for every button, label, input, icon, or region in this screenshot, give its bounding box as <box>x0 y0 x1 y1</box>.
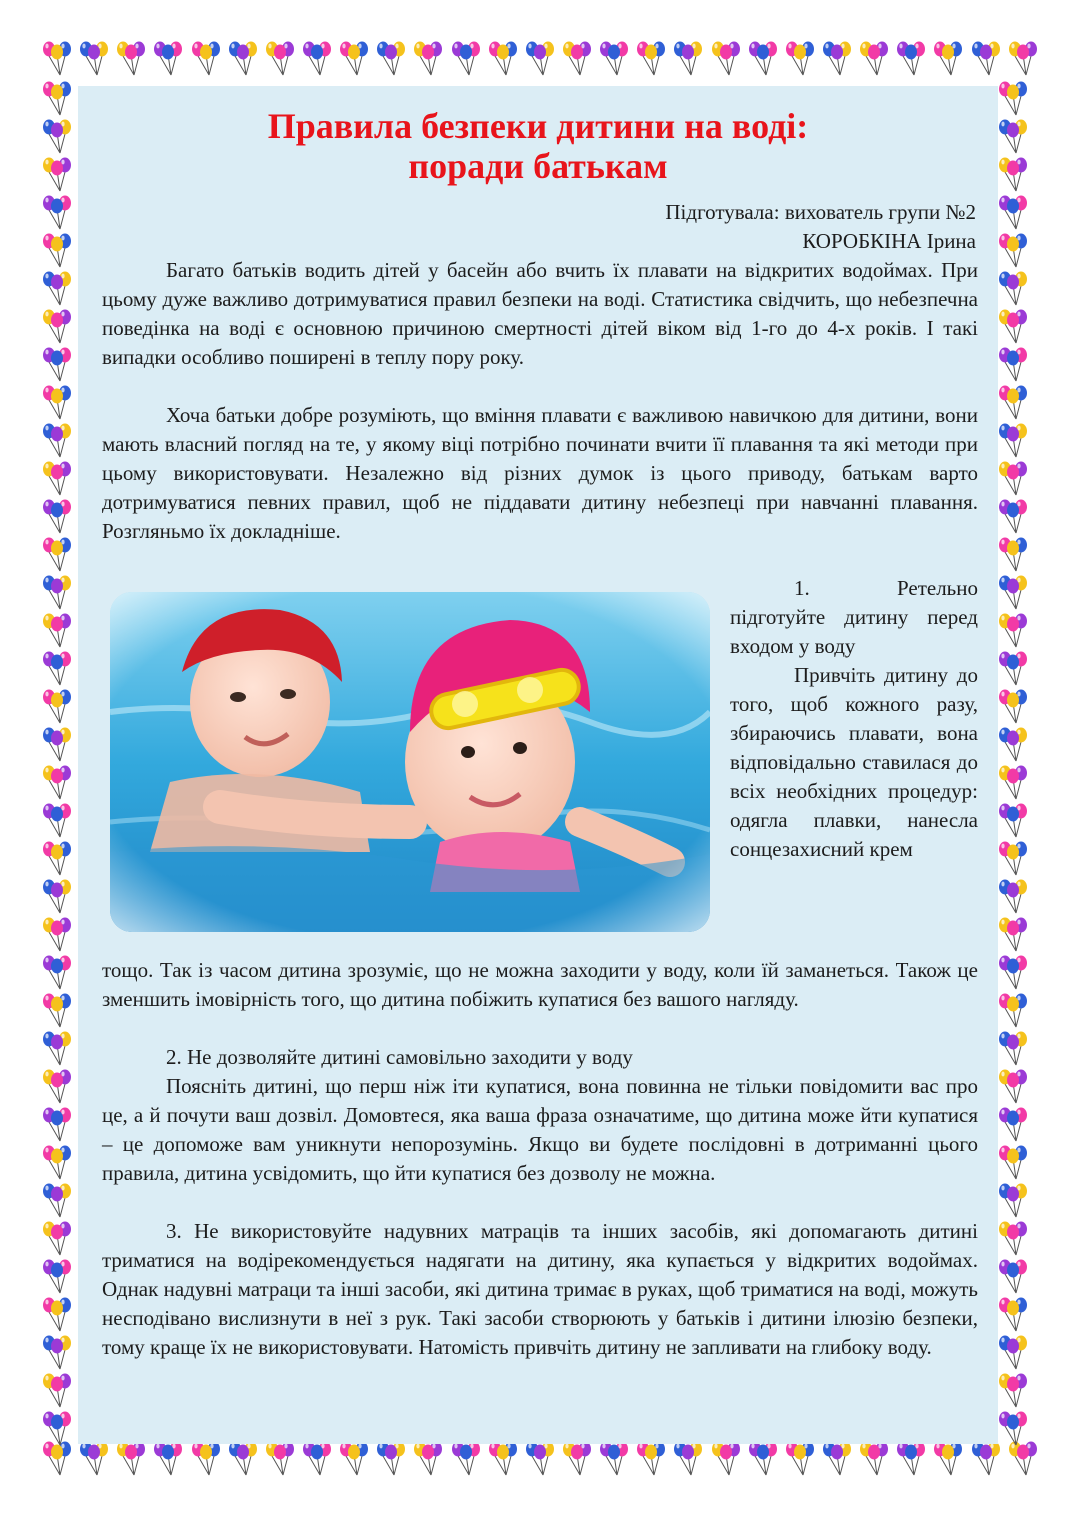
balloon-bunch-icon <box>263 40 297 78</box>
balloon-bunch-icon <box>996 1372 1030 1410</box>
balloon-bunch-icon <box>151 1440 185 1478</box>
balloon-bunch-icon <box>40 688 74 726</box>
balloon-border-top <box>40 40 1040 86</box>
balloon-bunch-icon <box>40 612 74 650</box>
balloon-bunch-icon <box>40 764 74 802</box>
balloon-bunch-icon <box>671 40 705 78</box>
balloon-bunch-icon <box>996 916 1030 954</box>
balloon-bunch-icon <box>783 1440 817 1478</box>
balloon-bunch-icon <box>996 1334 1030 1372</box>
balloon-bunch-icon <box>77 40 111 78</box>
balloon-bunch-icon <box>894 40 928 78</box>
balloon-bunch-icon <box>996 1030 1030 1068</box>
author-byline <box>665 198 976 256</box>
balloon-bunch-icon <box>40 536 74 574</box>
balloon-bunch-icon <box>337 1440 371 1478</box>
balloon-bunch-icon <box>996 156 1030 194</box>
balloon-bunch-icon <box>40 1372 74 1410</box>
document-body <box>78 86 998 1444</box>
balloon-bunch-icon <box>40 270 74 308</box>
balloon-bunch-icon <box>996 498 1030 536</box>
balloon-bunch-icon <box>1006 40 1040 78</box>
balloon-bunch-icon <box>486 1440 520 1478</box>
balloon-bunch-icon <box>996 422 1030 460</box>
balloon-bunch-icon <box>857 40 891 78</box>
paragraph-parents-views: Хоча батьки добре розуміють, що вміння плавати є важливою навичкою для дитини, вони мають власний погляд на те, у якому віці потрібно починати вчити її плавання та які методи при цьому використовувати. Незалежно від різних думок із цього приводу, батькам варто дотримуватися певних правил, щоб не піддавати дитину небезпеці при навчанні плавання. Розгляньмо їх докладніше. <box>102 403 978 543</box>
balloon-bunch-icon <box>40 498 74 536</box>
balloon-bunch-icon <box>300 1440 334 1478</box>
balloon-bunch-icon <box>996 1410 1030 1446</box>
balloon-bunch-icon <box>996 1144 1030 1182</box>
balloon-bunch-icon <box>996 1182 1030 1220</box>
rule-2-text: Поясніть дитині, що перш ніж іти купатися, вона повинна не тільки повідомити вас про це, а й почути ваш дозвіл. Домовтеся, яка ваша фраза означатиме, що дитина може йти купатися – це допоможе вам уникнути непорозумінь. Якщо ви будете послідовні в дотриманні цього правила, дитина усвідомить, що йти купатися без дозволу не можна. <box>102 1074 978 1185</box>
balloon-bunch-icon <box>671 1440 705 1478</box>
rule-2-heading: 2. Не дозволяйте дитині самовільно заходити у воду <box>166 1045 633 1069</box>
balloon-bunch-icon <box>40 1182 74 1220</box>
document-title <box>78 106 998 186</box>
rule-1-continuation: тощо. Так із часом дитина зрозуміє, що не можна заходити у воду, коли їй заманеться. Також це зменшить імовірність того, що дитина побіжить купатися без вашого нагляду. <box>102 958 978 1011</box>
balloon-bunch-icon <box>486 40 520 78</box>
balloon-bunch-icon <box>40 384 74 422</box>
title-line-2: поради батькам <box>408 146 668 186</box>
balloon-bunch-icon <box>40 194 74 232</box>
balloon-bunch-icon <box>996 574 1030 612</box>
balloon-bunch-icon <box>597 40 631 78</box>
balloon-bunch-icon <box>996 536 1030 574</box>
balloon-bunch-icon <box>634 1440 668 1478</box>
title-line-1: Правила безпеки дитини на воді: <box>267 106 809 146</box>
balloon-bunch-icon <box>996 802 1030 840</box>
balloon-bunch-icon <box>40 840 74 878</box>
balloon-bunch-icon <box>449 1440 483 1478</box>
balloon-bunch-icon <box>746 40 780 78</box>
balloon-bunch-icon <box>996 954 1030 992</box>
balloon-bunch-icon <box>996 194 1030 232</box>
balloon-bunch-icon <box>931 40 965 78</box>
balloon-bunch-icon <box>40 802 74 840</box>
rule-1-sidebar <box>730 574 978 864</box>
rule-1-heading: 1. Ретельно підготуйте дитину перед входом у воду <box>730 576 978 658</box>
rule-1-side-text: Привчіть дитину до того, щоб кожного разу, збираючись плавати, вона відповідально ставилася до всіх необхідних процедур: одягла плавки, нанесла сонцезахисний крем <box>730 663 978 861</box>
balloon-bunch-icon <box>40 232 74 270</box>
balloon-border-right <box>996 80 1042 1446</box>
balloon-bunch-icon <box>40 1334 74 1372</box>
balloon-bunch-icon <box>40 1144 74 1182</box>
balloon-bunch-icon <box>996 688 1030 726</box>
balloon-bunch-icon <box>996 1258 1030 1296</box>
balloon-bunch-icon <box>337 40 371 78</box>
balloon-bunch-icon <box>40 422 74 460</box>
balloon-bunch-icon <box>40 878 74 916</box>
balloon-border-bottom <box>40 1440 1040 1486</box>
balloon-bunch-icon <box>263 1440 297 1478</box>
balloon-bunch-icon <box>40 1220 74 1258</box>
balloon-bunch-icon <box>894 1440 928 1478</box>
balloon-bunch-icon <box>996 1106 1030 1144</box>
balloon-bunch-icon <box>560 1440 594 1478</box>
balloon-bunch-icon <box>411 40 445 78</box>
balloon-bunch-icon <box>820 1440 854 1478</box>
balloon-bunch-icon <box>114 1440 148 1478</box>
balloon-bunch-icon <box>746 1440 780 1478</box>
paragraph-intro: Багато батьків водить дітей у басейн або вчить їх плавати на відкритих водоймах. При цьому дуже важливо дотримуватися правил безпеки на воді. Статистика свідчить, що небезпечна поведінка на воді є основною причиною смертності дітей віком від 1-го до 4-х років. І такі випадки особливо поширені в теплу пору року. <box>102 258 978 369</box>
balloon-bunch-icon <box>40 40 74 78</box>
balloon-bunch-icon <box>996 612 1030 650</box>
balloon-bunch-icon <box>523 40 557 78</box>
balloon-bunch-icon <box>783 40 817 78</box>
balloon-bunch-icon <box>523 1440 557 1478</box>
balloon-bunch-icon <box>226 40 260 78</box>
balloon-bunch-icon <box>40 1258 74 1296</box>
balloon-bunch-icon <box>996 764 1030 802</box>
balloon-bunch-icon <box>857 1440 891 1478</box>
rule-3-text: 3. Не використовуйте надувних матраців та інших засобів, які допомагають дитині триматися на водірекомендується надягати на дитину, яка купається у відкритих водоймах. Однак надувні матраци та інші засоби, які дитина тримає в руках, щоб триматися на воді, можуть несподівано вислизнути в неї з рук. Такі засоби створюють у батьків і дитини ілюзію безпеки, тому краще їх не використовувати. Натомість привчіть дитину не запливати на глибоку воду. <box>102 1219 978 1359</box>
balloon-bunch-icon <box>151 40 185 78</box>
balloon-bunch-icon <box>996 726 1030 764</box>
balloon-bunch-icon <box>634 40 668 78</box>
balloon-bunch-icon <box>189 40 223 78</box>
balloon-bunch-icon <box>40 1106 74 1144</box>
swimming-child-icon <box>110 592 710 932</box>
balloon-bunch-icon <box>709 40 743 78</box>
balloon-bunch-icon <box>996 346 1030 384</box>
balloon-bunch-icon <box>996 1296 1030 1334</box>
balloon-bunch-icon <box>411 1440 445 1478</box>
balloon-bunch-icon <box>449 40 483 78</box>
balloon-bunch-icon <box>189 1440 223 1478</box>
balloon-bunch-icon <box>374 1440 408 1478</box>
balloon-bunch-icon <box>996 1220 1030 1258</box>
balloon-bunch-icon <box>40 1068 74 1106</box>
balloon-bunch-icon <box>226 1440 260 1478</box>
balloon-bunch-icon <box>969 40 1003 78</box>
byline-role: Підготувала: вихователь групи №2 <box>665 200 976 224</box>
balloon-bunch-icon <box>40 156 74 194</box>
balloon-bunch-icon <box>40 308 74 346</box>
balloon-bunch-icon <box>40 954 74 992</box>
balloon-bunch-icon <box>40 1030 74 1068</box>
swimming-child-photo <box>110 592 710 932</box>
balloon-bunch-icon <box>820 40 854 78</box>
balloon-bunch-icon <box>374 40 408 78</box>
balloon-bunch-icon <box>40 992 74 1030</box>
balloon-bunch-icon <box>996 1068 1030 1106</box>
balloon-bunch-icon <box>40 916 74 954</box>
balloon-bunch-icon <box>40 346 74 384</box>
balloon-bunch-icon <box>560 40 594 78</box>
balloon-bunch-icon <box>597 1440 631 1478</box>
balloon-bunch-icon <box>996 840 1030 878</box>
byline-name: КОРОБКІНА Ірина <box>802 229 976 253</box>
balloon-bunch-icon <box>996 460 1030 498</box>
balloon-bunch-icon <box>996 270 1030 308</box>
balloon-bunch-icon <box>40 1410 74 1446</box>
balloon-bunch-icon <box>300 40 334 78</box>
balloon-bunch-icon <box>996 650 1030 688</box>
balloon-bunch-icon <box>996 118 1030 156</box>
balloon-bunch-icon <box>996 384 1030 422</box>
balloon-bunch-icon <box>996 878 1030 916</box>
balloon-bunch-icon <box>40 726 74 764</box>
balloon-bunch-icon <box>40 1296 74 1334</box>
balloon-bunch-icon <box>996 308 1030 346</box>
balloon-bunch-icon <box>709 1440 743 1478</box>
balloon-bunch-icon <box>931 1440 965 1478</box>
balloon-bunch-icon <box>996 992 1030 1030</box>
balloon-bunch-icon <box>114 40 148 78</box>
balloon-bunch-icon <box>40 80 74 118</box>
balloon-bunch-icon <box>996 80 1030 118</box>
balloon-bunch-icon <box>40 574 74 612</box>
balloon-bunch-icon <box>996 232 1030 270</box>
balloon-bunch-icon <box>40 118 74 156</box>
balloon-bunch-icon <box>40 460 74 498</box>
balloon-bunch-icon <box>40 650 74 688</box>
